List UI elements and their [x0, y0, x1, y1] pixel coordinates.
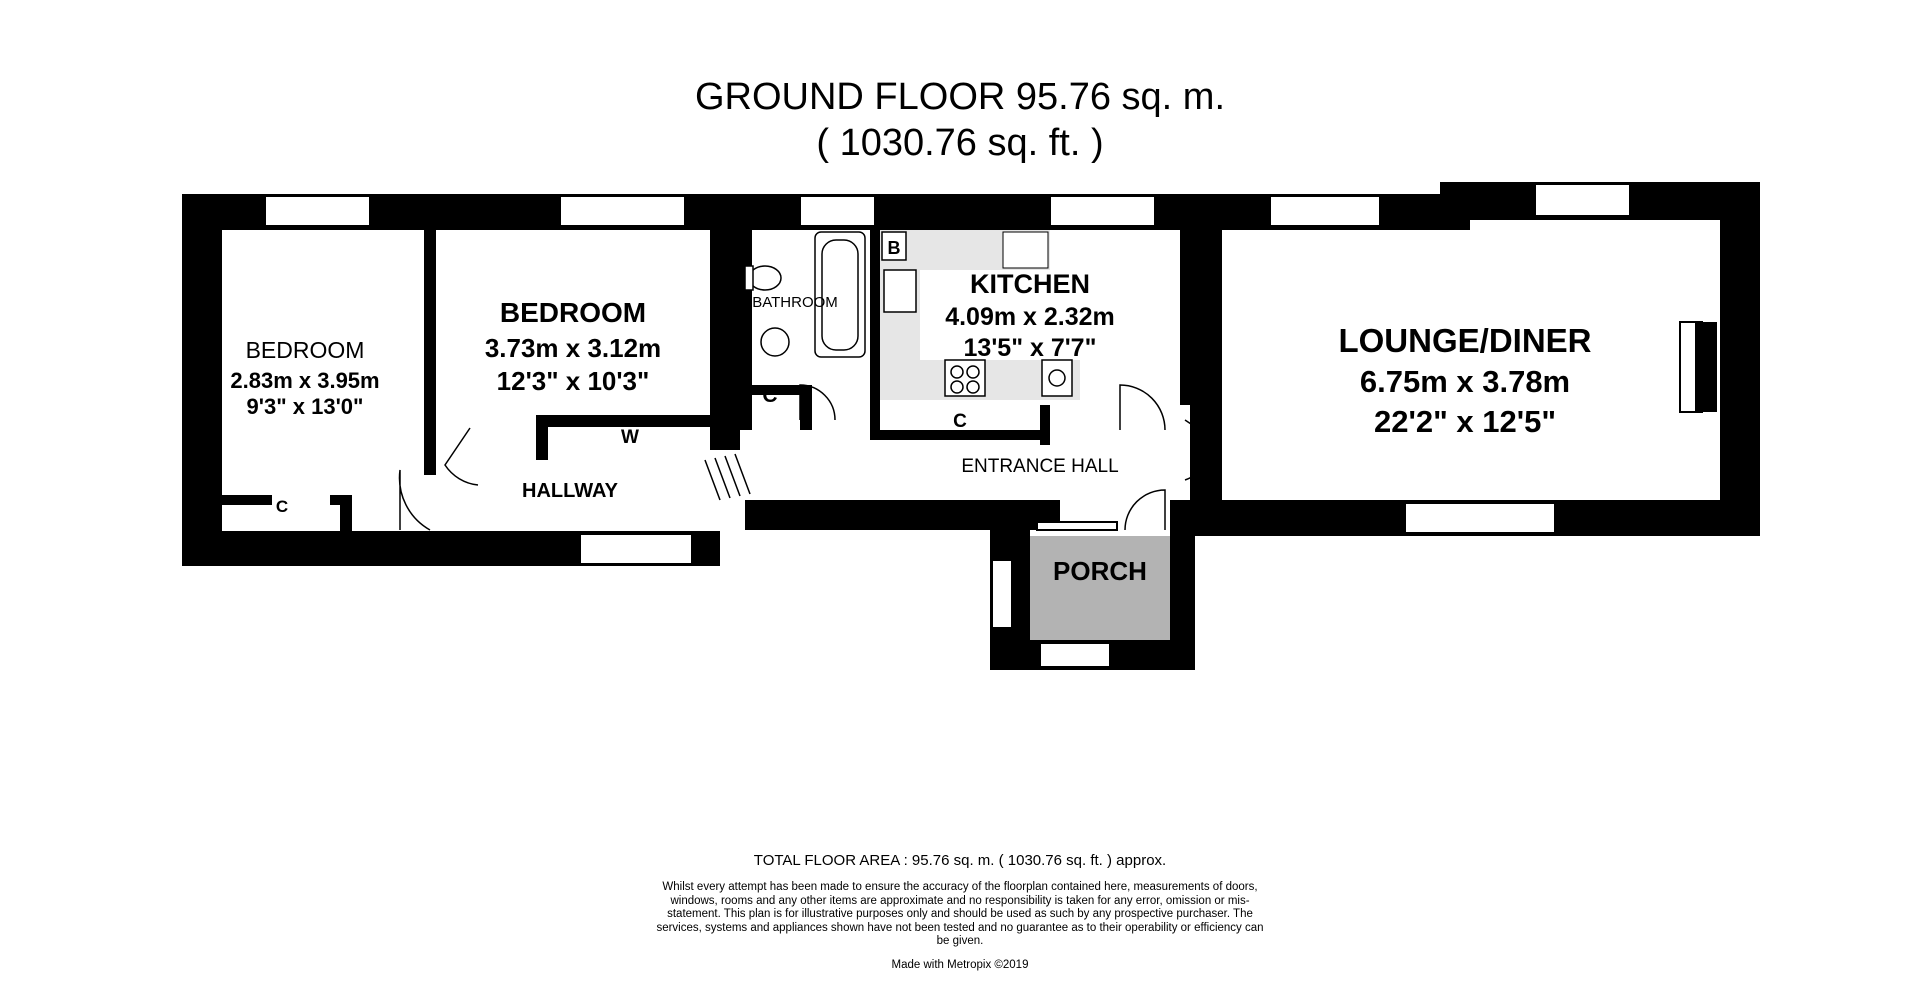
- window: [1040, 643, 1110, 667]
- toilet-icon: [749, 266, 781, 290]
- porch-name: PORCH: [1053, 556, 1147, 586]
- bedroom2-name: BEDROOM: [499, 297, 647, 328]
- window: [580, 534, 692, 564]
- door-swing: [1125, 490, 1165, 530]
- window: [1405, 503, 1555, 533]
- window: [1050, 196, 1155, 226]
- sink-icon: [884, 270, 916, 312]
- door-swing: [399, 470, 430, 530]
- fridge-icon: [1003, 232, 1048, 268]
- washer-icon: [1042, 360, 1072, 396]
- kitchen-metric: 4.09m x 2.32m: [945, 303, 1115, 331]
- basin-icon: [761, 328, 789, 356]
- hallway-name: HALLWAY: [522, 480, 618, 502]
- bedroom2-imperial: 12'3" x 10'3": [496, 366, 650, 396]
- cupboard-marker: C: [953, 411, 967, 432]
- floor-title: GROUND FLOOR 95.76 sq. m.: [694, 76, 1225, 118]
- lounge-name: LOUNGE/DINER: [1338, 322, 1592, 359]
- window: [800, 196, 875, 226]
- bedroom1-metric: 2.83m x 3.95m: [230, 368, 380, 393]
- kitchen-name: KITCHEN: [970, 269, 1090, 299]
- hob-icon: [945, 360, 985, 396]
- total-floor-area: TOTAL FLOOR AREA : 95.76 sq. m. ( 1030.76 sq. ft. ) approx.: [753, 852, 1167, 869]
- bedroom1-name: BEDROOM: [245, 337, 365, 363]
- bedroom2-metric: 3.73m x 3.12m: [484, 333, 662, 363]
- cupboard-marker: C: [762, 384, 778, 407]
- window: [992, 560, 1012, 628]
- disclaimer: Whilst every attempt has been made to ensure the accuracy of the floorplan contained here, measurements of doors, windows, rooms and any other items are approximate and no responsibility is taken for any error, omission or mis-statement. This plan is for illustrative purposes only and should be used as such by any prospective purchaser. The services, systems and appliances shown have not been tested and no guarantee as to their operability or efficiency can be given.: [656, 881, 1264, 947]
- floor-area-subtitle: ( 1030.76 sq. ft. ): [816, 122, 1104, 164]
- lounge-imperial: 22'2" x 12'5": [1373, 404, 1557, 439]
- bathroom-name: BATHROOM: [752, 294, 838, 311]
- window: [265, 196, 370, 226]
- lounge-metric: 6.75m x 3.78m: [1359, 364, 1571, 399]
- credit: Made with Metropix ©2019: [891, 959, 1029, 971]
- porch-floor: [1030, 536, 1170, 640]
- stair-icon: [705, 454, 750, 500]
- door-swing: [1120, 385, 1165, 430]
- kitchen-imperial: 13'5" x 7'7": [963, 334, 1097, 362]
- entrance-hall-name: ENTRANCE HALL: [961, 456, 1119, 477]
- window: [1535, 184, 1630, 216]
- cupboard-marker: C: [275, 497, 289, 516]
- window: [1037, 522, 1117, 530]
- window: [560, 196, 685, 226]
- bedroom1-imperial: 9'3" x 13'0": [246, 394, 364, 419]
- wardrobe-marker: W: [621, 427, 639, 448]
- boiler-marker: B: [887, 238, 901, 258]
- door-swing: [445, 428, 478, 485]
- window: [1270, 196, 1380, 226]
